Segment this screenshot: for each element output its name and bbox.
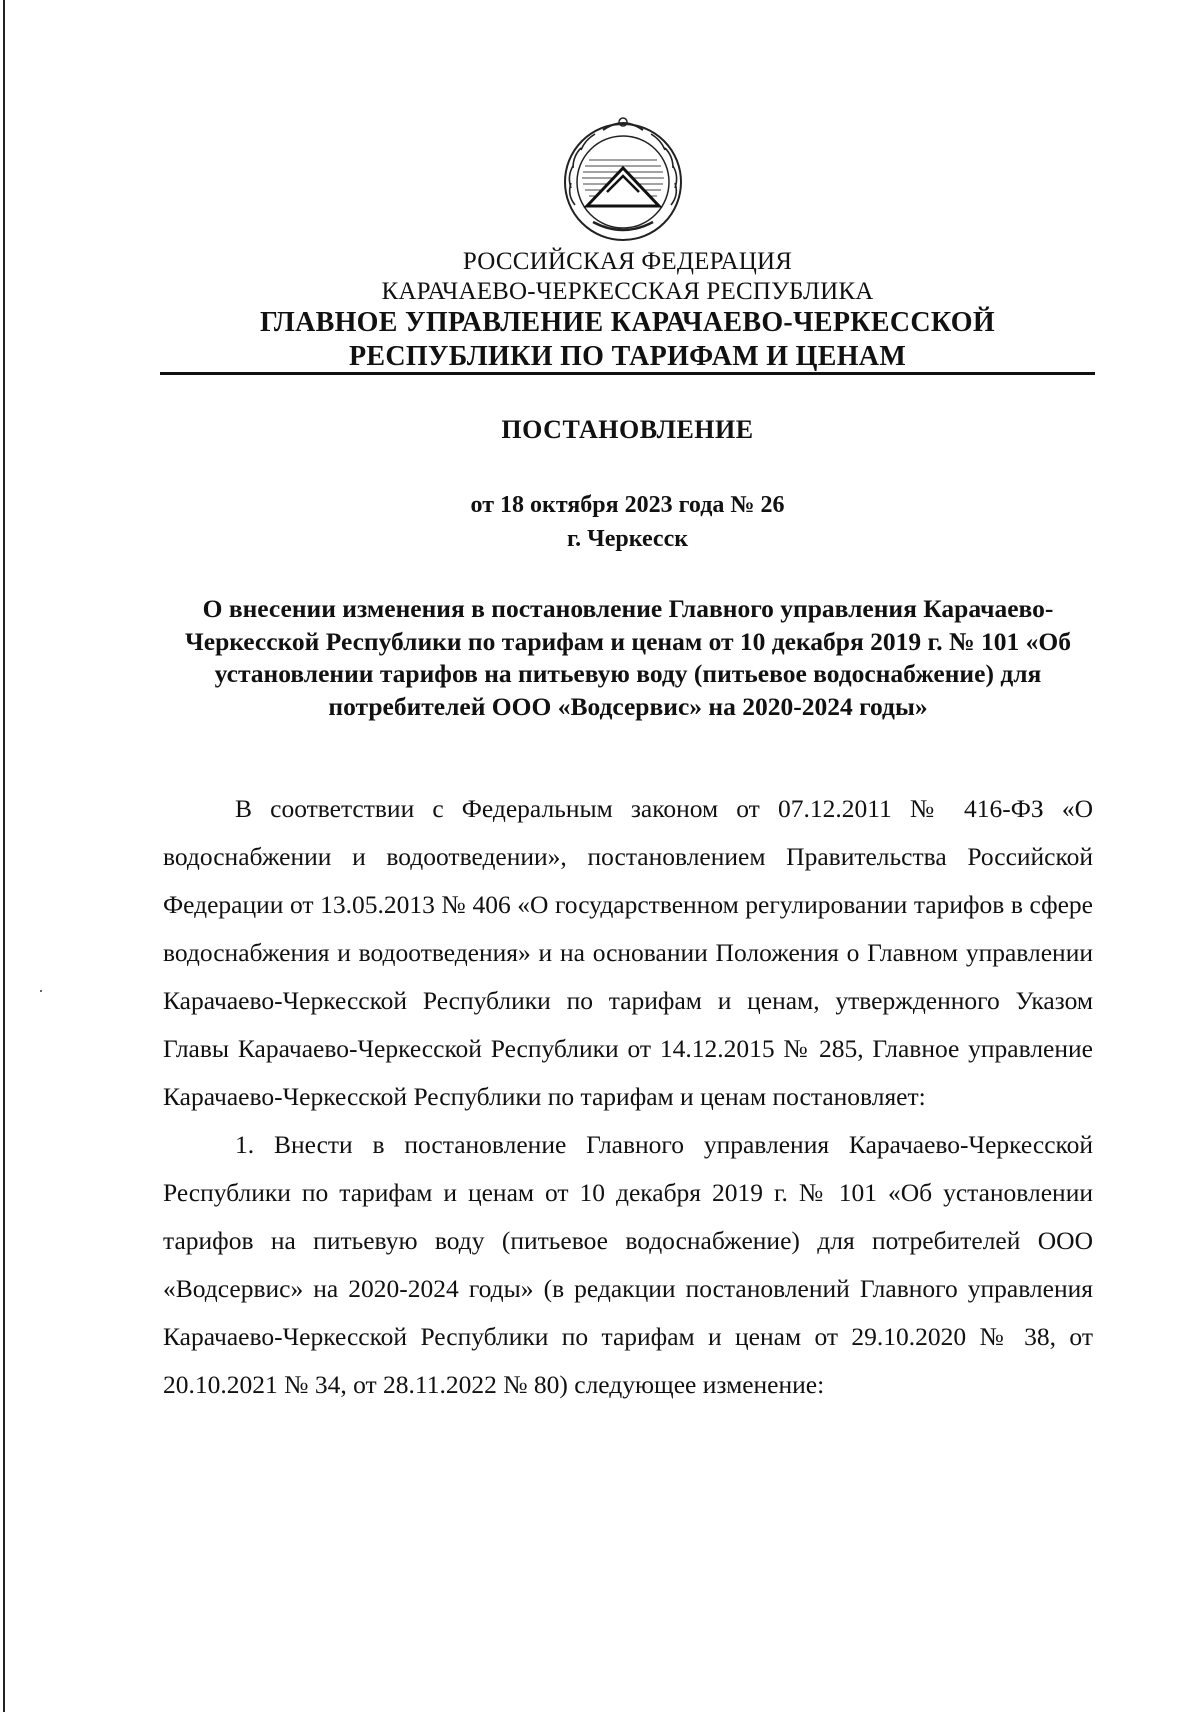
republic-name: КАРАЧАЕВО-ЧЕРКЕССКАЯ РЕСПУБЛИКА: [381, 278, 874, 305]
document-type: ПОСТАНОВЛЕНИЕ: [501, 415, 754, 444]
document-city: г. Черкесск: [566, 526, 689, 552]
scan-edge: [3, 0, 5, 1712]
country-name: РОССИЙСКАЯ ФЕДЕРАЦИЯ: [462, 248, 793, 275]
scan-artifact: [40, 990, 42, 992]
agency-name-line1: ГЛАВНОЕ УПРАВЛЕНИЕ КАРАЧАЕВО-ЧЕРКЕССКОЙ: [260, 307, 995, 338]
document-title: О внесении изменения в постановление Главного управления Карачаево-Черкесской Республики по тарифам и ценам от 10 декабря 2019 г. № 101 «Об установлении тарифов на питьевую воду (питьевое водоснабжение) для потребителей ООО «Водсервис» на 2020-2024 годы»: [185, 594, 1071, 721]
preamble-paragraph: В соответствии с Федеральным законом от 07.12.2011 № 416-ФЗ «О водоснабжении и водоотведении», постановлением Правительства Российской Федерации от 13.05.2013 № 406 «О государственном регулировании тарифов в сфере водоснабжения и водоотведения» и на основании Положения о Главном управлении Карачаево-Черкесской Республики по тарифам и ценам, утвержденного Указом Главы Карачаево-Черкесской Республики от 14.12.2015 № 285, Главное управление Карачаево-Черкесской Республики по тарифам и ценам постановляет:: [163, 794, 1093, 1111]
agency-name-line2: РЕСПУБЛИКИ ПО ТАРИФАМ И ЦЕНАМ: [348, 341, 907, 372]
document-date-number: от 18 октября 2023 года № 26: [470, 492, 785, 518]
header-divider: [160, 372, 1095, 375]
coat-of-arms-icon: [553, 110, 693, 250]
document-body: [163, 785, 1093, 1409]
item-1-paragraph: 1. Внести в постановление Главного управления Карачаево-Черкесской Республики по тарифам и ценам от 10 декабря 2019 г. № 101 «Об установлении тарифов на питьевую воду (питьевое водоснабжение) для потребителей ООО «Водсервис» на 2020-2024 годы» (в редакции постановлений Главного управления Карачаево-Черкесской Республики по тарифам и ценам от 29.10.2020 № 38, от 20.10.2021 № 34, от 28.11.2022 № 80) следующее изменение:: [163, 1130, 1093, 1399]
